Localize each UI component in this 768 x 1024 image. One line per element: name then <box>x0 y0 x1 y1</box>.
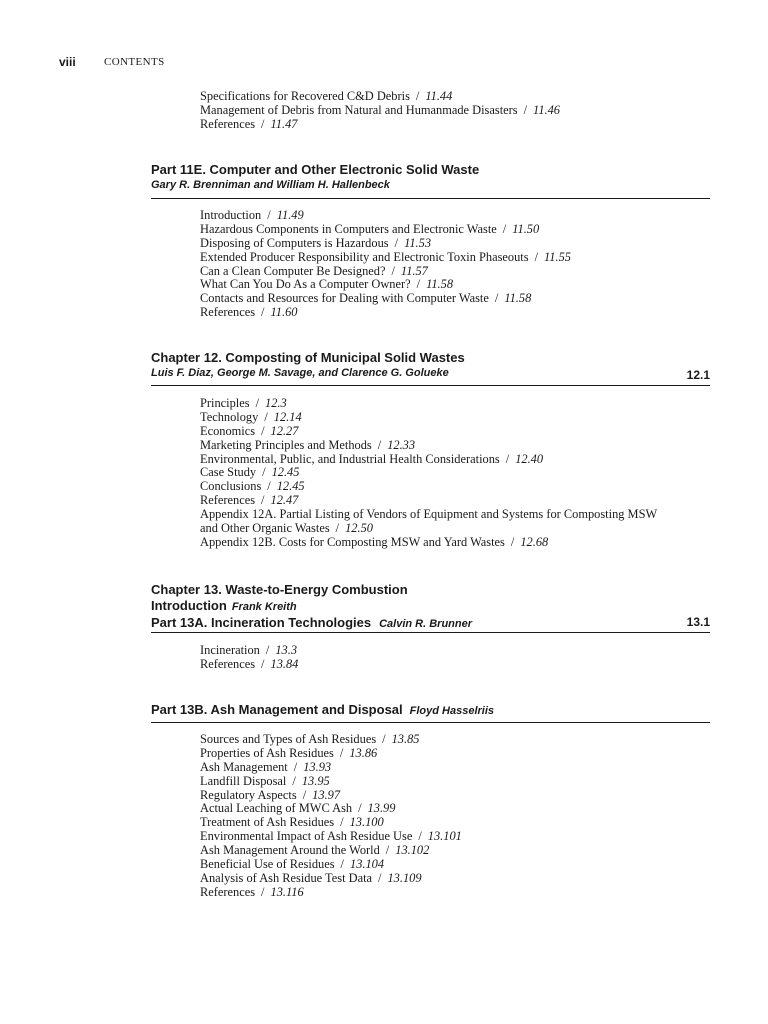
entry-title: Regulatory Aspects <box>200 787 297 802</box>
entry-separator: / <box>394 235 399 250</box>
entry-line <box>200 789 340 803</box>
entry-line <box>200 425 298 439</box>
entry-page-ref: 13.101 <box>427 829 462 844</box>
entry-title: Beneficial Use of Residues <box>200 857 335 872</box>
entry-separator: / <box>418 829 422 844</box>
part-11e-authors: Gary R. Brenniman and William H. Hallenbeck <box>151 179 390 191</box>
chapter-13-title: Chapter 13. Waste-to-Energy Combustion <box>151 582 408 597</box>
entry-title: Hazardous Components in Computers and Electronic Waste <box>200 221 497 236</box>
entry-title: Sources and Types of Ash Residues <box>200 732 377 746</box>
entry-separator: / <box>265 643 270 657</box>
entry-separator: / <box>261 493 265 508</box>
entry-title: Marketing Principles and Methods <box>200 437 372 452</box>
chapter-13-page: 13.1 <box>686 615 710 629</box>
entry-title: Treatment of Ash Residues <box>200 815 335 830</box>
entry-title: Contacts and Resources for Dealing with Computer Waste <box>200 291 489 306</box>
part-13a-title: Part 13A. Incineration Technologies <box>151 615 372 630</box>
entry-page-ref: 13.86 <box>349 745 378 760</box>
entry-line <box>200 886 304 900</box>
entry-separator: / <box>292 773 296 788</box>
intro-author: Frank Kreith <box>231 601 297 613</box>
part-11e-heading <box>151 162 710 192</box>
entry-page-ref: 11.49 <box>276 208 304 222</box>
entry-line <box>200 278 453 292</box>
entry-title: Environmental Impact of Ash Residue Use <box>200 829 413 844</box>
divider-rule <box>151 722 710 723</box>
entry-page-ref: 11.50 <box>512 221 540 236</box>
entry-line <box>200 802 395 816</box>
entry-line <box>200 844 429 858</box>
entry-separator: / <box>267 208 271 222</box>
entry-separator: / <box>261 116 265 131</box>
entry-title: References <box>200 305 256 320</box>
entry-page-ref: 11.46 <box>533 102 561 117</box>
entry-line <box>200 237 431 251</box>
part-13b-line <box>151 702 710 719</box>
entry-separator: / <box>416 277 421 292</box>
entry-line <box>200 536 548 550</box>
entry-title: Appendix 12B. Costs for Composting MSW and Yard Wastes <box>200 534 505 549</box>
part-11e-title: Part 11E. Computer and Other Electronic Solid Waste <box>151 162 480 177</box>
divider-rule <box>151 198 710 199</box>
entry-title: Disposing of Computers is Hazardous <box>200 235 389 250</box>
entry-page-ref: 13.85 <box>391 732 420 746</box>
entry-separator: / <box>534 249 539 264</box>
entry-separator: / <box>358 801 362 816</box>
entry-separator: / <box>523 102 528 117</box>
entry-page-ref: 11.53 <box>404 235 432 250</box>
entry-page-ref: 13.116 <box>270 884 304 899</box>
entry-separator: / <box>255 396 260 410</box>
entry-page-ref: 11.60 <box>270 305 298 320</box>
entry-page-ref: 12.50 <box>345 521 373 536</box>
entry-title: Properties of Ash Residues <box>200 745 334 760</box>
entry-title: Ash Management Around the World <box>200 843 380 858</box>
entry-page-ref: 11.55 <box>544 249 571 264</box>
entry-page-ref: 11.47 <box>270 116 298 131</box>
entry-line <box>200 747 377 761</box>
entry-page-ref: 11.57 <box>400 263 428 278</box>
entry-line <box>200 872 422 886</box>
entry-separator: / <box>339 745 344 760</box>
entry-title: References <box>200 884 256 899</box>
entry-line <box>200 223 539 237</box>
entry-separator: / <box>415 89 420 103</box>
part-13b-heading <box>151 702 710 719</box>
entry-page-ref: 13.93 <box>303 759 332 774</box>
entry-line <box>200 292 531 306</box>
entry-line <box>200 104 560 118</box>
entry-line <box>200 118 297 132</box>
entry-line <box>200 265 428 279</box>
entry-page-ref: 12.14 <box>273 409 302 424</box>
chapter-12-authors: Luis F. Diaz, George M. Savage, and Clarence G. Golueke <box>151 367 449 379</box>
entry-separator: / <box>377 437 382 452</box>
entry-separator: / <box>264 409 268 424</box>
entry-title: Incineration <box>200 643 260 657</box>
entry-line <box>200 508 657 522</box>
entry-separator: / <box>340 857 344 872</box>
running-title: CONTENTS <box>104 56 165 68</box>
entry-line <box>200 90 452 104</box>
entry-page-ref: 12.45 <box>271 465 300 480</box>
part-13b-title: Part 13B. Ash Management and Disposal <box>151 702 403 717</box>
entry-separator: / <box>293 759 298 774</box>
entry-page-ref: 12.47 <box>270 493 299 508</box>
entry-line <box>200 658 298 672</box>
entry-separator: / <box>261 656 265 671</box>
entry-line <box>200 439 415 453</box>
entry-separator: / <box>505 451 510 466</box>
chapter-12-title: Chapter 12. Composting of Municipal Solid Wastes <box>151 350 465 365</box>
entry-line <box>200 761 331 775</box>
intro-label: Introduction <box>151 598 227 613</box>
divider-rule <box>151 385 710 386</box>
chapter-13-intro <box>151 598 710 615</box>
entry-line <box>200 397 287 411</box>
entry-line <box>200 733 420 747</box>
entry-title: References <box>200 493 256 508</box>
entry-page-ref: 12.68 <box>520 534 549 549</box>
entry-line <box>200 306 297 320</box>
entry-title: Landfill Disposal <box>200 773 287 788</box>
entry-line <box>200 209 304 223</box>
entry-separator: / <box>340 815 344 830</box>
entry-line <box>200 830 462 844</box>
entry-page-ref: 13.97 <box>312 787 341 802</box>
entry-title: Can a Clean Computer Be Designed? <box>200 263 386 278</box>
entry-separator: / <box>267 479 271 494</box>
entry-page-ref: 11.58 <box>426 277 454 292</box>
entry-title: Environmental, Public, and Industrial Health Considerations <box>200 451 500 466</box>
entry-page-ref: 12.33 <box>387 437 416 452</box>
entry-title: Appendix 12A. Partial Listing of Vendors of Equipment and Systems for Composting MSW <box>200 507 658 522</box>
entry-line <box>200 480 305 494</box>
divider-rule <box>151 632 710 633</box>
entry-separator: / <box>302 787 307 802</box>
entry-separator: / <box>510 534 515 549</box>
entry-separator: / <box>385 843 390 858</box>
entry-line <box>200 522 373 536</box>
entry-page-ref: 13.95 <box>301 773 330 788</box>
entry-title: Principles <box>200 396 250 410</box>
entry-separator: / <box>261 305 265 320</box>
part-13b-author: Floyd Hasselriis <box>409 705 495 717</box>
entry-page-ref: 13.104 <box>350 857 385 872</box>
entry-separator: / <box>261 423 265 438</box>
entry-line <box>200 816 384 830</box>
entry-line <box>200 775 330 789</box>
part-13a-author: Calvin R. Brunner <box>379 618 472 630</box>
chapter-13-heading <box>151 582 710 632</box>
entry-separator: / <box>382 732 386 746</box>
entry-title: Actual Leaching of MWC Ash <box>200 801 353 816</box>
entry-line <box>200 411 302 425</box>
entry-page-ref: 13.84 <box>270 656 299 671</box>
entry-page-ref: 11.58 <box>504 291 532 306</box>
entry-page-ref: 13.99 <box>367 801 396 816</box>
entry-title: and Other Organic Wastes <box>200 521 330 536</box>
part-13a-line <box>151 615 710 632</box>
entry-title: Ash Management <box>200 759 288 774</box>
entry-line <box>200 494 298 508</box>
entry-page-ref: 12.45 <box>276 479 305 494</box>
entry-separator: / <box>391 263 395 278</box>
entry-page-ref: 13.102 <box>395 843 430 858</box>
entry-page-ref: 13.109 <box>387 870 422 885</box>
entry-separator: / <box>335 521 340 536</box>
entry-title: References <box>200 116 256 131</box>
entry-title: Technology <box>200 409 259 424</box>
entry-separator: / <box>262 465 266 480</box>
entry-title: Economics <box>200 423 256 438</box>
entry-page-ref: 13.3 <box>275 643 298 657</box>
entry-page-ref: 13.100 <box>349 815 384 830</box>
entry-line <box>200 466 299 480</box>
entry-page-ref: 11.44 <box>425 89 453 103</box>
chapter-12-heading <box>151 350 710 380</box>
entry-title: Extended Producer Responsibility and Electronic Toxin Phaseouts <box>200 249 529 264</box>
entry-title: Introduction <box>200 208 262 222</box>
entry-title: Case Study <box>200 465 257 480</box>
entry-title: Management of Debris from Natural and Humanmade Disasters <box>200 102 518 117</box>
chapter-12-page: 12.1 <box>686 368 710 382</box>
entry-title: What Can You Do As a Computer Owner? <box>200 277 411 292</box>
entry-page-ref: 12.40 <box>515 451 544 466</box>
entry-line <box>200 858 384 872</box>
entry-separator: / <box>261 884 265 899</box>
entry-separator: / <box>502 221 507 236</box>
entry-line <box>200 453 543 467</box>
entry-line <box>200 251 571 265</box>
entry-title: References <box>200 656 256 671</box>
entry-page-ref: 12.27 <box>270 423 299 438</box>
entry-line <box>200 644 297 658</box>
entry-separator: / <box>378 870 382 885</box>
entry-title: Specifications for Recovered C&D Debris <box>200 89 410 103</box>
entry-separator: / <box>494 291 499 306</box>
page-number: viii <box>59 55 76 69</box>
entry-page-ref: 12.3 <box>265 396 287 410</box>
entry-title: Analysis of Ash Residue Test Data <box>200 870 373 885</box>
entry-title: Conclusions <box>200 479 262 494</box>
